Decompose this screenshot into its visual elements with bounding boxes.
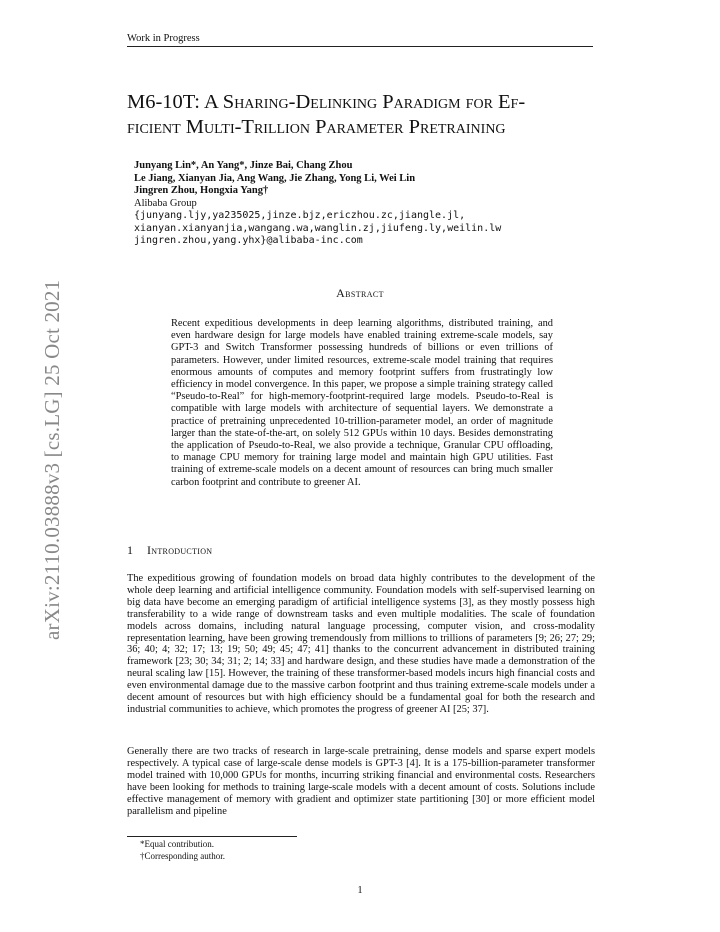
footnote-equal-contribution: *Equal contribution.: [140, 839, 214, 849]
page-number: 1: [357, 885, 363, 896]
section-number: 1: [127, 543, 133, 557]
arxiv-identifier-stamp: arXiv:2110.03888v3 [cs.LG] 25 Oct 2021: [40, 279, 64, 640]
paper-title: [127, 90, 597, 140]
running-header: Work in Progress: [127, 33, 593, 47]
section-heading-introduction: [127, 543, 212, 558]
title-line-2: ficient Multi-Trillion Parameter Pretraining: [127, 116, 506, 138]
author-line-2: Le Jiang, Xianyan Jia, Ang Wang, Jie Zhang, Yong Li, Wei Lin: [134, 172, 416, 184]
affiliation: Alibaba Group: [134, 197, 197, 209]
abstract-text: Recent expeditious developments in deep learning algorithms, distributed training, and even hardware design for large models have enabled training extreme-scale models, say GPT-3 and Switch Transformer possessing hundreds of billions or even trillions of parameters. However, under limited resources, extreme-scale model training that requires enormous amounts of computes and memory footprint suffers from frustratingly low efficiency in model convergence. In this paper, we propose a simple training strategy called “Pseudo-to-Real” for high-memory-footprint-required large models. Pseudo-to-Real is compatible with large models with architecture of sequential layers. We demonstrate a practice of pretraining unprecedented 10-trillion-parameter model, an order of magnitude larger than the state-of-the-art, on solely 512 GPUs within 10 days. Besides demonstrating the application of Pseudo-to-Real, we also provide a technique, Granular CPU offloading, to manage CPU memory for training large model and maintain high GPU utilities. Fast training of extreme-scale models on a decent amount of resources can bring much smaller carbon footprint and contribute to greener AI.: [171, 318, 553, 488]
author-line-3: Jingren Zhou, Hongxia Yang†: [134, 185, 269, 197]
intro-paragraph-1: The expeditious growing of foundation models on broad data highly contributes to the development of the whole deep learning and artificial intelligence community. Foundation models with self-supervised learning on big data have become an emerging paradigm of artificial intelligence systems [3], as they mostly possess high transferability to a wide range of downstream tasks and even multiple modalities. The scale of foundation models across domains, including natural language processing, computer vision, and cross-modality representation learning, have been growing tremendously from millions to trillions of parameters [9; 26; 27; 29; 36; 40; 4; 32; 17; 13; 19; 50; 49; 45; 47; 41] thanks to the concurrent advancement in distributed training framework [23; 30; 34; 31; 2; 14; 33] and hardware design, and these studies have made a demonstration of the neural scaling law [15]. However, the training of these transformer-based models incurs high financial costs and even environmental damage due to the massive carbon footprint and thus training extreme-scale models under a decent amount of resources but with high efficiency should be a fundamental goal for both the research and industrial communities to achieve, which promotes the progress of greener AI [25; 37].: [127, 573, 595, 715]
author-block: [134, 160, 604, 248]
intro-paragraph-2: Generally there are two tracks of research in large-scale pretraining, dense models and sparse expert models respectively. A typical case of large-scale dense models is GPT-3 [4]. It is a 175-billion-parameter transformer model trained with 10,000 GPUs for months, incurring striking financial and environmental costs. Researchers have been looking for methods to training large-scale models with a decent amount of costs. Solutions include effective management of memory with gradient and optimizer state partitioning [30] or more efficient model parallelism and pipeline: [127, 746, 595, 817]
footnote-corresponding-author: †Corresponding author.: [140, 851, 225, 861]
author-emails: {junyang.ljy,ya235025,jinze.bjz,ericzhou.zc,jiangle.jl, xianyan.xianyanjia,wangang.wa,wanglin.zj,jiufeng.ly,weilin.lw jingren.zhou,yang.yhx}@alibaba-inc.com: [134, 210, 502, 247]
author-line-1: Junyang Lin*, An Yang*, Jinze Bai, Chang Zhou: [134, 160, 353, 171]
title-line-1: M6-10T: A Sharing-Delinking Paradigm for Ef-: [127, 91, 526, 113]
footnote-divider: [127, 836, 297, 837]
abstract-heading: Abstract: [336, 286, 384, 300]
section-title: Introduction: [147, 543, 213, 557]
